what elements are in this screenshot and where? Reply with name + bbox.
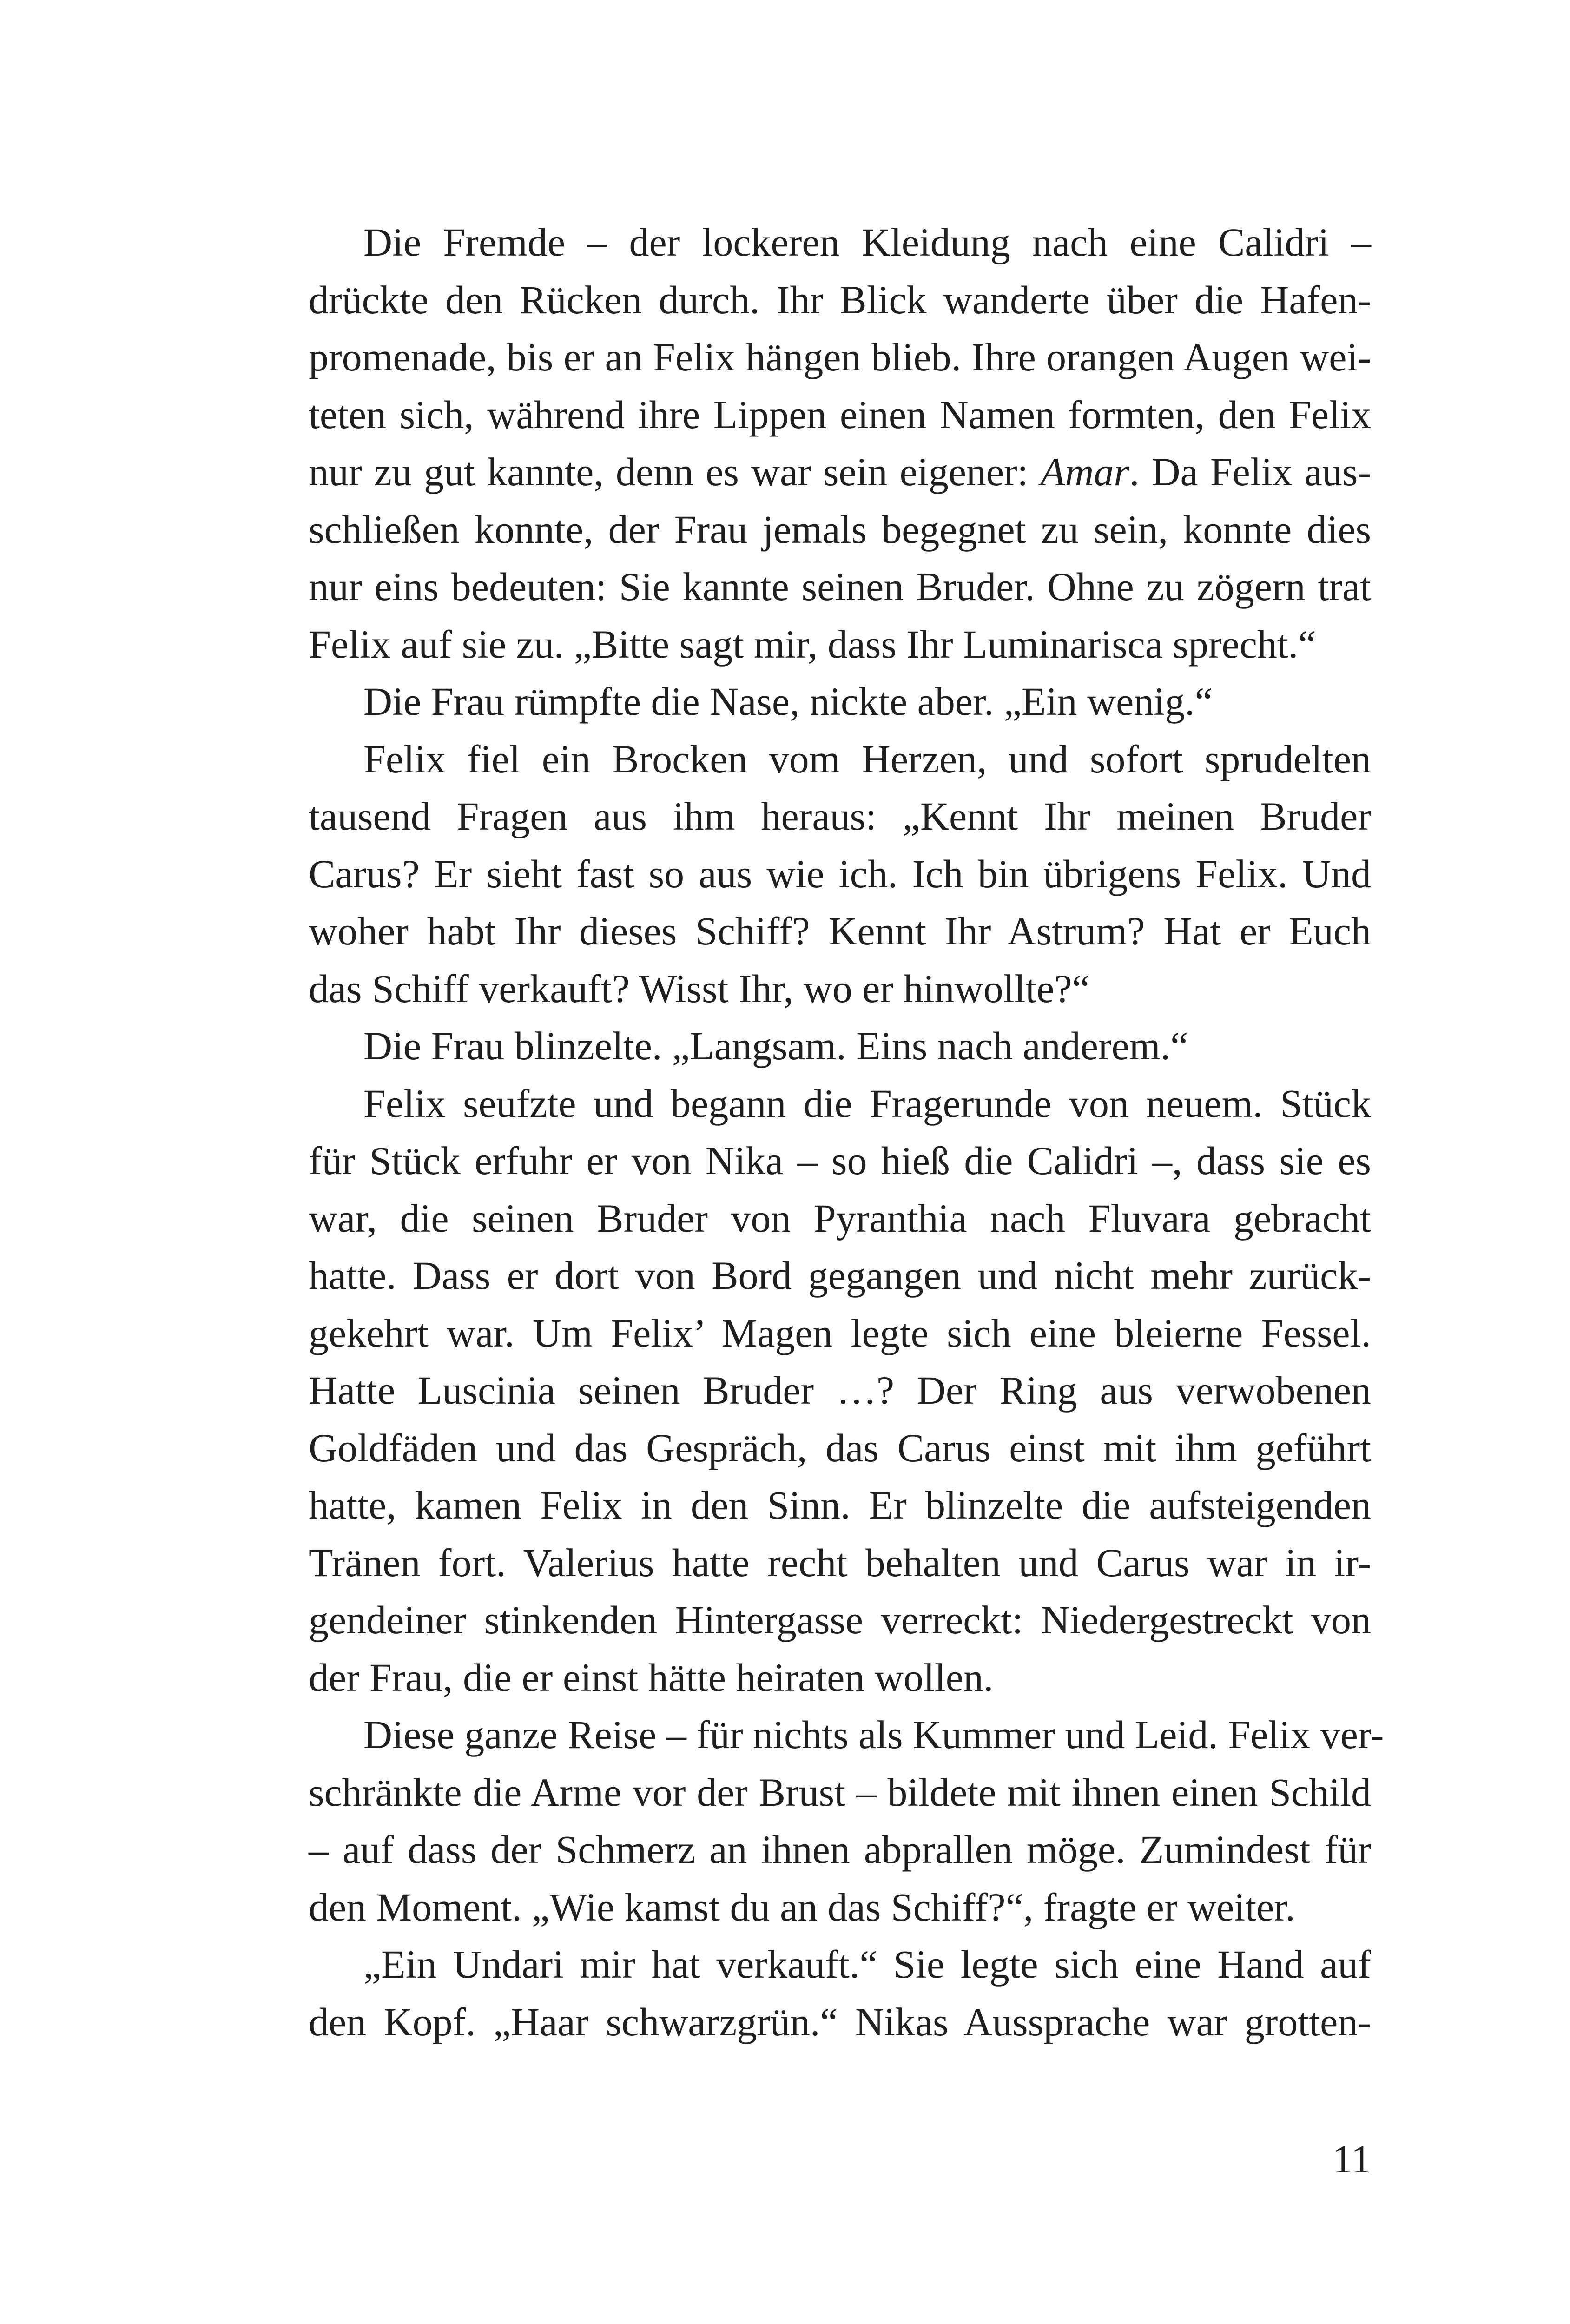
page-number: 11 — [1333, 2137, 1371, 2181]
text-line: Die Fremde – der lockeren Kleidung nach eine Calidri – — [363, 220, 1371, 264]
body-text — [309, 214, 1384, 2051]
text-line: teten sich, während ihre Lippen einen Namen formten, den Felix — [309, 392, 1371, 437]
text-line: promenade, bis er an Felix hängen blieb. Ihre orangen Augen wei- — [309, 335, 1371, 379]
text-line: schränkte die Arme vor der Brust – bildete mit ihnen einen Schild — [309, 1769, 1371, 1815]
emphasized-name: Amar — [1040, 449, 1129, 494]
text-line: Carus? Er sieht fast so aus wie ich. Ich bin übrigens Felix. Und — [309, 851, 1371, 896]
text-line: der Frau, die er einst hätte heiraten wollen. — [309, 1655, 994, 1700]
text-line: hatte. Dass er dort von Bord gegangen und nicht mehr zurück- — [309, 1253, 1371, 1298]
text-line: Goldfäden und das Gespräch, das Carus einst mit ihm geführt — [309, 1425, 1371, 1470]
text-line: Die Frau rümpfte die Nase, nickte aber. „Ein wenig.“ — [363, 679, 1213, 724]
text-line: Diese ganze Reise – für nichts als Kummer und Leid. Felix ver- — [363, 1712, 1384, 1757]
text-segment: . Da Felix aus- — [1129, 449, 1372, 494]
text-line: schließen konnte, der Frau jemals begegnet zu sein, konnte dies — [309, 507, 1371, 552]
text-line: gekehrt war. Um Felix’ Magen legte sich eine bleierne Fessel. — [309, 1310, 1371, 1355]
text-line: Felix seufzte und begann die Fragerunde von neuem. Stück — [363, 1081, 1371, 1126]
text-line: für Stück erfuhr er von Nika – so hieß die Calidri –, dass sie es — [309, 1138, 1371, 1183]
text-line — [309, 443, 1371, 501]
text-line: woher habt Ihr dieses Schiff? Kennt Ihr Astrum? Hat er Euch — [309, 909, 1371, 953]
text-segment: nur zu gut kannte, denn es war sein eigener: — [309, 449, 1041, 494]
text-line: Hatte Luscinia seinen Bruder …? Der Ring aus verwobenen — [309, 1368, 1371, 1413]
text-line: Felix auf sie zu. „Bitte sagt mir, dass Ihr Luminarisca sprecht.“ — [309, 621, 1316, 667]
text-line: „Ein Undari mir hat verkauft.“ Sie legte sich eine Hand auf — [363, 1942, 1371, 1987]
text-line: Felix fiel ein Brocken vom Herzen, und sofort sprudelten — [363, 736, 1371, 781]
text-line: hatte, kamen Felix in den Sinn. Er blinzelte die aufsteigenden — [309, 1483, 1371, 1527]
text-line: gendeiner stinkenden Hintergasse verreckt: Niedergestreckt von — [309, 1598, 1371, 1642]
text-line: tausend Fragen aus ihm heraus: „Kennt Ihr meinen Bruder — [309, 794, 1371, 838]
text-line: Die Frau blinzelte. „Langsam. Eins nach anderem.“ — [363, 1023, 1188, 1068]
text-line: den Kopf. „Haar schwarzgrün.“ Nikas Aussprache war grotten- — [309, 1999, 1371, 2044]
text-line: den Moment. „Wie kamst du an das Schiff?“, fragte er weiter. — [309, 1884, 1295, 1929]
text-line: war, die seinen Bruder von Pyranthia nach Fluvara gebracht — [309, 1195, 1371, 1241]
text-line: drückte den Rücken durch. Ihr Blick wanderte über die Hafen- — [309, 277, 1371, 322]
text-line: – auf dass der Schmerz an ihnen abprallen möge. Zumindest für — [309, 1827, 1371, 1872]
text-line: Tränen fort. Valerius hatte recht behalten und Carus war in ir- — [309, 1540, 1371, 1585]
text-line: nur eins bedeuten: Sie kannte seinen Bruder. Ohne zu zögern trat — [309, 564, 1371, 609]
text-line: das Schiff verkauft? Wisst Ihr, wo er hinwollte?“ — [309, 966, 1090, 1011]
